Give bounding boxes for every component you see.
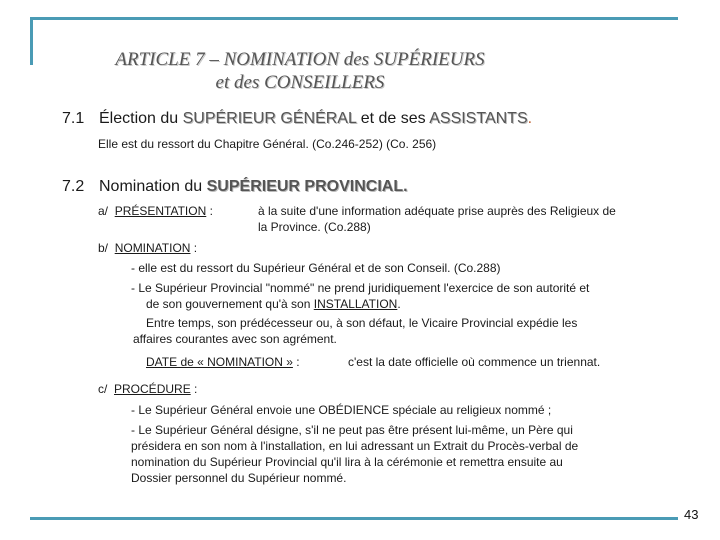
nomination-item-2-line-1: - Le Supérieur Provincial "nommé" ne prend juridiquement l'exercice de son autorité et [131,281,590,295]
title-line-1: ARTICLE 7 – NOMINATION des SUPÉRIEURS [115,49,485,70]
item-b-marker: b/ [98,241,109,255]
procedure-item-2-line-4: Dossier personnel du Supérieur nommé. [131,471,347,485]
installation-post: . [397,297,401,311]
presentation-label: PRÉSENTATION [114,204,207,218]
nomination-item-1: - elle est du ressort du Supérieur Général et de son Conseil. (Co.288) [131,261,501,275]
nomination-item-2-line-3: Entre temps, son prédécesseur ou, à son défaut, le Vicaire Provincial expédie les [146,316,578,330]
section-heading-text [99,178,408,196]
item-a-label [98,203,213,219]
date-colon: : [292,355,300,369]
heading-post: . [527,110,533,127]
page-number: 43 [684,507,699,522]
presentation-colon: : [206,204,213,218]
date-label: DATE de « NOMINATION » [146,355,293,369]
frame-left-rule [30,17,33,65]
article-title [60,48,540,94]
frame-bottom-rule [30,517,678,520]
section-number: 7.1 [62,110,85,127]
highlight-assistants: ASSISTANTS [429,110,528,127]
frame-top-rule [30,17,678,20]
procedure-label: PROCÉDURE [114,382,191,396]
procedure-item-2-line-2: présidera en son nom à l'installation, en lui adressant un Extrait du Procès-verbal de [131,439,579,453]
item-b-label [98,240,197,256]
highlight-superieur-general: SUPÉRIEUR GÉNÉRAL [182,110,357,127]
section-number: 7.2 [62,178,85,195]
procedure-item-1: - Le Supérieur Général envoie une OBÉDIENCE spéciale au religieux nommé ; [131,403,552,417]
highlight-superieur-provincial: SUPÉRIEUR PROVINCIAL. [206,178,408,195]
nomination-item-2-line-2 [146,296,401,312]
installation-term: INSTALLATION [313,297,398,311]
nomination-colon: : [190,241,198,255]
title-line-2: et des CONSEILLERS [215,72,385,93]
nomination-label: NOMINATION [114,241,191,255]
procedure-colon: : [190,382,198,396]
procedure-item-2-line-3: nomination du Supérieur Provincial qu'il lira à la cérémonie et remettra ensuite au [131,455,563,469]
heading-mid: et de ses [356,110,430,127]
procedure-item-2-line-1: - Le Supérieur Général désigne, s'il ne peut pas être présent lui-même, un Père qui [131,423,573,437]
heading-pre: Élection du [99,110,183,127]
presentation-text-2: la Province. (Co.288) [258,220,371,234]
item-c-label [98,381,197,397]
nomination-item-2-line-4: affaires courantes avec son agrément. [133,332,337,346]
heading-pre: Nomination du [99,178,207,195]
date-nomination-text: c'est la date officielle où commence un triennat. [348,355,601,369]
installation-pre: de son gouvernement qu'à son [146,297,314,311]
section-7-1-desc: Elle est du ressort du Chapitre Général. (Co.246-252) (Co. 256) [98,137,437,151]
item-c-marker: c/ [98,382,108,396]
presentation-text-1: à la suite d'une information adéquate prise auprès des Religieux de [258,204,616,218]
date-nomination-label [146,354,300,370]
item-a-marker: a/ [98,204,109,218]
section-heading-text [99,110,532,128]
